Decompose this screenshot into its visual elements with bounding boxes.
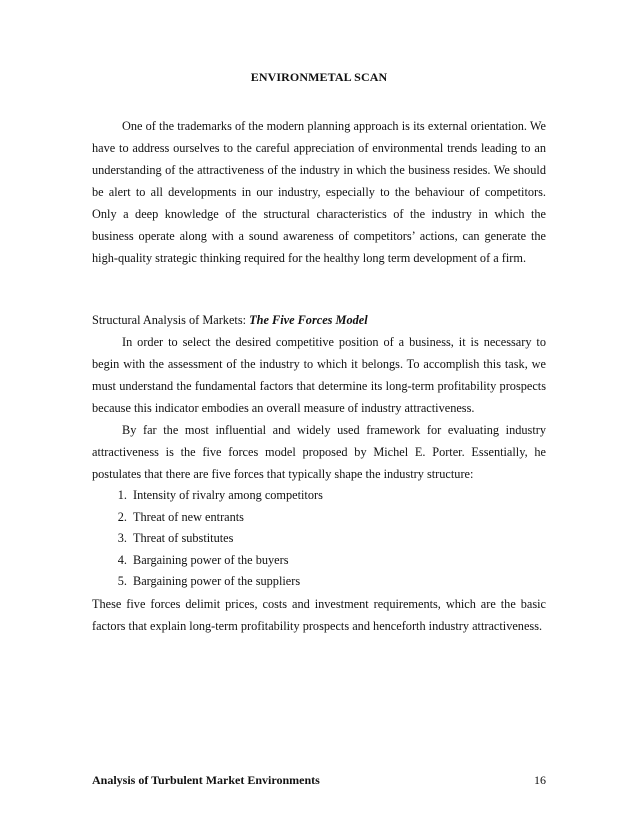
five-forces-section (92, 309, 546, 637)
list-item: 1. Intensity of rivalry among competitors (130, 485, 546, 507)
page-number: 16 (534, 773, 546, 787)
section-heading (92, 309, 546, 331)
intro-paragraph: One of the trademarks of the modern planning approach is its external orientation. We have to address ourselves to the careful appreciation of environmental trends leading to an understanding of the attractiveness of the industry in which the business resides. We should be alert to all developments in our industry, especially to the behaviour of competitors. Only a deep knowledge of the structural characteristics of the industry in which the business operate along with a sound awareness of competitors’ actions, can generate the high-quality strategic thinking required for the healthy long term development of a firm. (92, 119, 546, 265)
closing-paragraph: These five forces delimit prices, costs and investment requirements, which are the basic factors that explain long-term profitability prospects and henceforth industry attractiveness. (92, 596, 546, 633)
intro-section (92, 115, 546, 269)
list-item: 5. Bargaining power of the suppliers (130, 571, 546, 593)
forces-list (92, 485, 546, 593)
list-item: 3. Threat of substitutes (130, 528, 546, 550)
page-title: ENVIRONMETAL SCAN (250, 70, 388, 84)
section-heading-emphasis: The Five Forces Model (249, 313, 368, 327)
list-item: 2. Threat of new entrants (130, 507, 546, 529)
footer-title: Analysis of Turbulent Market Environments (92, 773, 320, 787)
section-paragraph-2: By far the most influential and widely used framework for evaluating industry attractiveness is the five forces model proposed by Michel E. Porter. Essentially, he postulates that there are five forces that typically shape the industry structure: (92, 423, 546, 481)
section-heading-prefix: Structural Analysis of Markets: (92, 313, 250, 327)
list-item: 4. Bargaining power of the buyers (130, 550, 546, 572)
section-paragraph-1: In order to select the desired competitive position of a business, it is necessary to begin with the assessment of the industry to which it belongs. To accomplish this task, we must understand the fundamental factors that determine its long-term profitability prospects because this indicator embodies an overall measure of industry attractiveness. (92, 335, 546, 415)
